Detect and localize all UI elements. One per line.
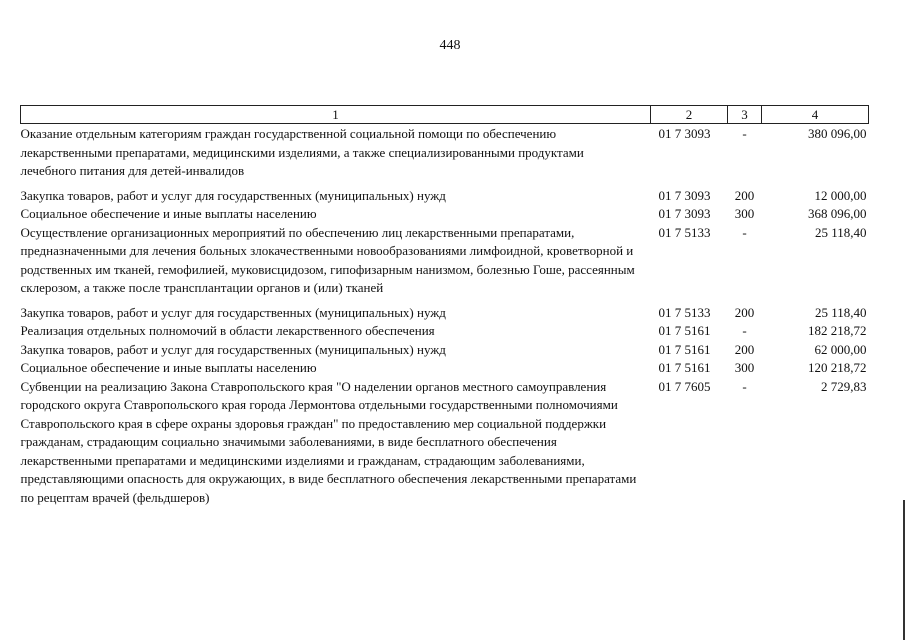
row-amount: 182 218,72 — [808, 323, 867, 338]
row-type: 300 — [734, 360, 755, 375]
table-row — [21, 224, 869, 304]
row-amount: 368 096,00 — [808, 206, 867, 221]
row-name: Закупка товаров, работ и услуг для государственных (муниципальных) нужд — [20, 304, 446, 320]
row-amount: 120 218,72 — [808, 360, 867, 375]
row-name: Субвенции на реализацию Закона Ставропольского края "О наделении органов местного самоуправления городского округа Ставропольского края города Лермонтова отдельными государственными полномочиями Ставропольского края в сфере охраны здоровья граждан" по предоставлению мер социальной поддержки гражданам, страдающим социально значимыми заболеваниями, в виде бесплатного обеспечения лекарственными препаратами и медицинскими изделиями и гражданам, страдающим заболеваниями, представляющими опасность для окружающих, в виде бесплатного обеспечения лекарственными препаратами по рецептам врачей (фельдшеров) — [20, 378, 637, 505]
row-name: Осуществление организационных мероприятий по обеспечению лиц лекарственными препаратами, предназначенными для лечения больных злокачественными новообразованиями лимфоидной, кроветворной и родственных им тканей, гемофилией, муковисцидозом, гипофизарным нанизмом, болезнью Гоше, рассеянным склерозом, а также после трансплантации органов и (или) тканей — [20, 224, 635, 295]
page-number: 448 — [439, 38, 461, 53]
row-code: 01 7 3093 — [658, 187, 711, 203]
table-row — [21, 205, 869, 224]
header-col-2: 2 — [651, 106, 728, 124]
budget-table — [20, 105, 869, 507]
table-row — [21, 359, 869, 378]
row-code: 01 7 5161 — [658, 323, 711, 338]
row-type: - — [742, 323, 747, 338]
row-name: Закупка товаров, работ и услуг для государственных (муниципальных) нужд — [20, 187, 446, 203]
header-col-4: 4 — [762, 106, 869, 124]
row-type: - — [742, 126, 747, 141]
row-amount: 62 000,00 — [814, 341, 867, 357]
header-col-3: 3 — [728, 106, 762, 124]
table-row — [21, 322, 869, 341]
row-type: 200 — [734, 187, 755, 203]
row-amount: 12 000,00 — [814, 187, 867, 203]
row-code: 01 7 3093 — [658, 206, 711, 221]
table-row — [21, 341, 869, 360]
row-code: 01 7 5161 — [658, 341, 711, 357]
row-type: 200 — [734, 341, 755, 357]
row-name: Социальное обеспечение и иные выплаты населению — [20, 360, 317, 375]
table-row — [21, 187, 869, 206]
table-header-row — [21, 106, 869, 124]
row-amount: 25 118,40 — [814, 224, 867, 240]
table-row — [21, 304, 869, 323]
row-code: 01 7 7605 — [658, 378, 711, 394]
header-col-1: 1 — [21, 106, 651, 124]
row-amount: 380 096,00 — [808, 126, 867, 141]
row-type: 200 — [734, 304, 755, 320]
row-code: 01 7 5161 — [658, 360, 711, 375]
row-amount: 25 118,40 — [814, 304, 867, 320]
row-type: - — [742, 224, 747, 240]
table-row — [21, 378, 869, 508]
row-code: 01 7 5133 — [658, 304, 711, 320]
row-amount: 2 729,83 — [821, 378, 867, 394]
row-name: Оказание отдельным категориям граждан государственной социальной помощи по обеспечению лекарственными препаратами, медицинскими изделиями, а также специализированными продуктами лечебного питания для детей-инвалидов — [20, 126, 584, 178]
row-code: 01 7 3093 — [658, 126, 711, 141]
row-name: Закупка товаров, работ и услуг для государственных (муниципальных) нужд — [20, 341, 446, 357]
table-row — [21, 124, 869, 187]
row-code: 01 7 5133 — [658, 224, 711, 240]
row-type: - — [742, 378, 747, 394]
row-name: Реализация отдельных полномочий в области лекарственного обеспечения — [20, 323, 435, 338]
row-type: 300 — [734, 206, 755, 221]
row-name: Социальное обеспечение и иные выплаты населению — [20, 206, 317, 221]
